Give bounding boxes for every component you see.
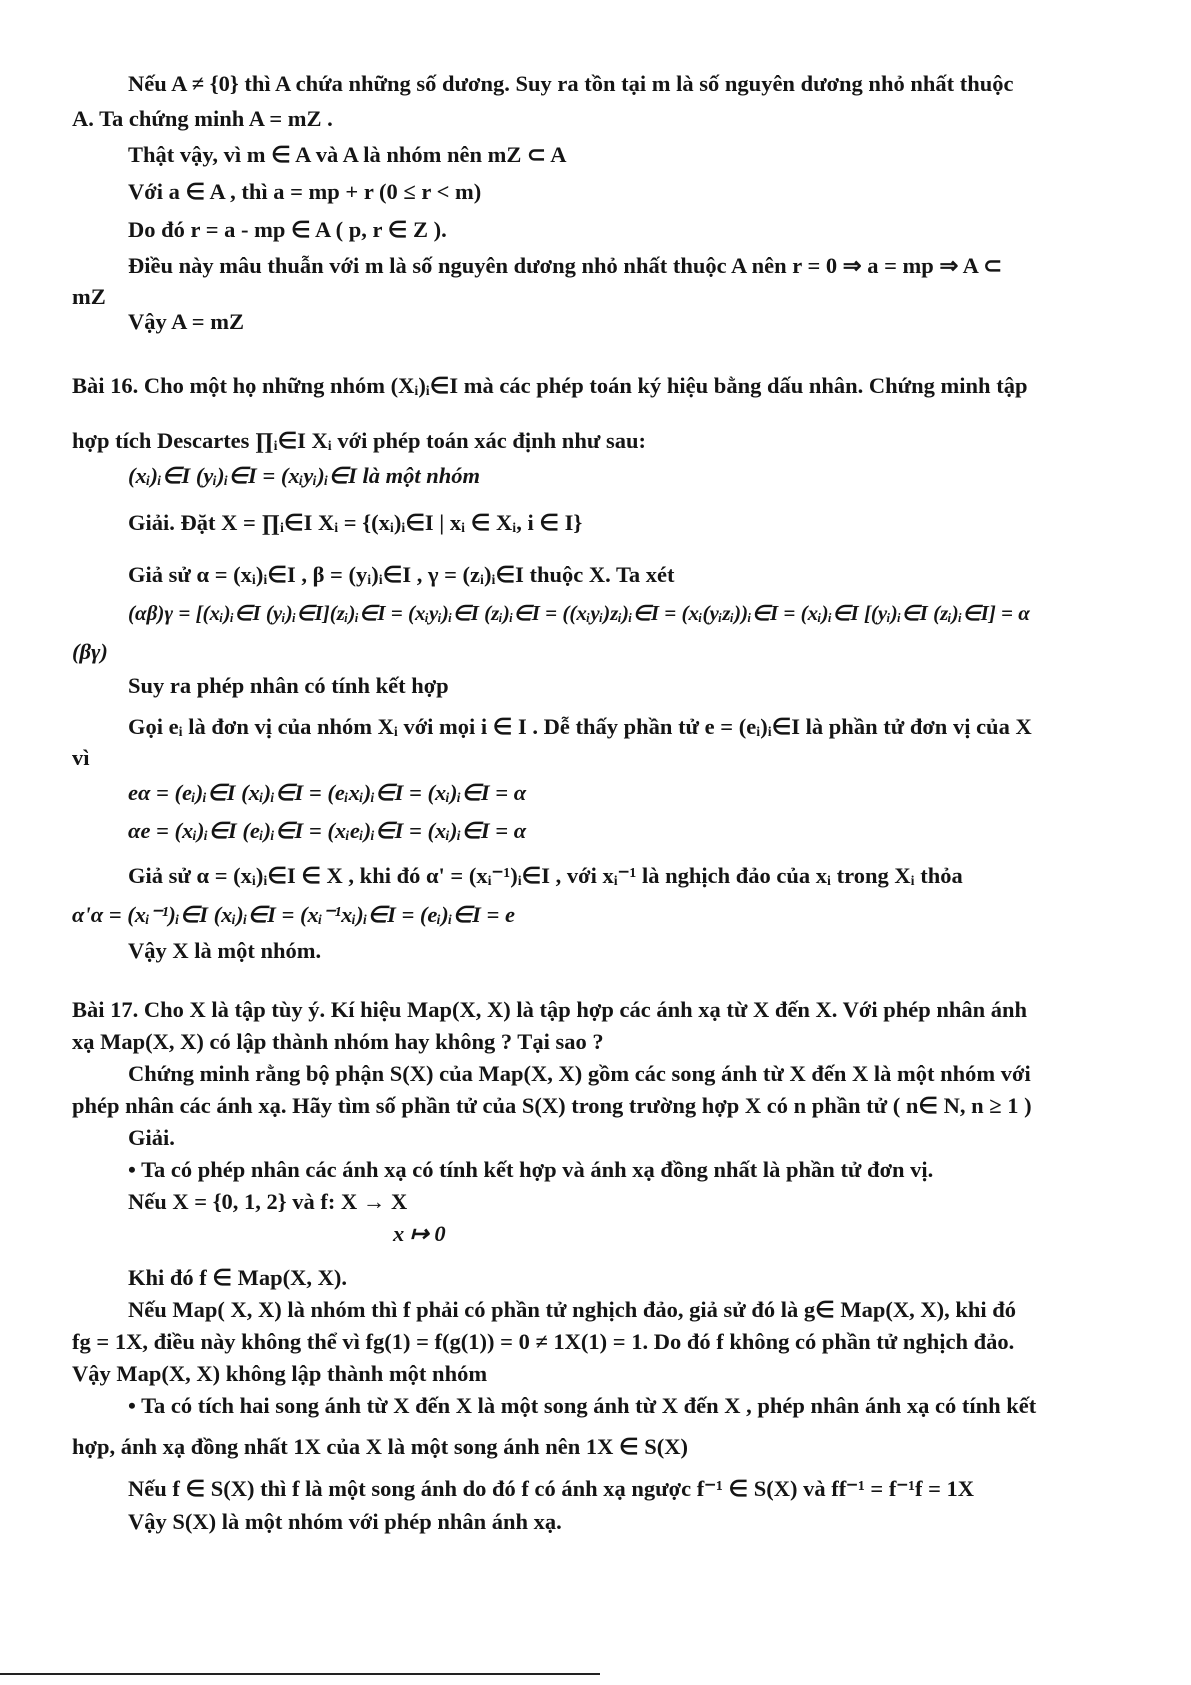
solution-heading (128, 507, 1141, 539)
solution-heading: Giải. (128, 1125, 175, 1150)
text-line: Suy ra phép nhân có tính kết hợp (128, 673, 449, 698)
text-line: Với a ∈ A , thì a = mp + r (0 ≤ r < m) (128, 179, 482, 204)
exercise-17-heading (72, 994, 1141, 1026)
footer-rule (0, 1673, 600, 1675)
text-line: fg = 1X, điều này không thể vì fg(1) = f(g(1)) = 0 ≠ 1X(1) = 1. Do đó f không có phần tử nghịch đảo. (72, 1329, 1015, 1354)
text-line: Gọi eᵢ là đơn vị của nhóm Xᵢ với mọi i ∈ I . Dễ thấy phần tử e = (eᵢ)ᵢ∈I là phần tử đơn vị của X (128, 714, 1032, 739)
text-line: vì (72, 745, 90, 770)
text-line: Giả sử α = (xᵢ)ᵢ∈I , β = (yᵢ)ᵢ∈I , γ = (zᵢ)ᵢ∈I thuộc X. Ta xét (128, 562, 675, 587)
exercise-text: Cho một họ những nhóm (Xᵢ)ᵢ∈I mà các phép toán ký hiệu bằng dấu nhân. Chứng minh tập (138, 373, 1028, 398)
math-line: αe = (xᵢ)ᵢ∈I (eᵢ)ᵢ∈I = (xᵢeᵢ)ᵢ∈I = (xᵢ)ᵢ∈I = α (128, 818, 527, 843)
text-line: mZ (72, 284, 106, 309)
text-line: Khi đó f ∈ Map(X, X). (128, 1265, 347, 1290)
text-line: Giả sử α = (xᵢ)ᵢ∈I ∈ X , khi đó α' = (xᵢ⁻¹)ᵢ∈I , với xᵢ⁻¹ là nghịch đảo của xᵢ trong Xᵢ thỏa (128, 863, 963, 888)
text-line: Vậy Map(X, X) không lập thành một nhóm (72, 1361, 488, 1386)
math-line: (βγ) (72, 639, 108, 664)
text-line: Điều này mâu thuẫn với m là số nguyên dương nhỏ nhất thuộc A nên r = 0 ⇒ a = mp ⇒ A ⊂ (128, 253, 1003, 278)
text-line: Vậy X là một nhóm. (128, 938, 322, 963)
text-line: Nếu X = {0, 1, 2} và f: X → X (128, 1189, 408, 1214)
solution-label: Giải. (128, 510, 175, 535)
exercise-16-heading (72, 370, 1141, 402)
math-line: eα = (eᵢ)ᵢ∈I (xᵢ)ᵢ∈I = (eᵢxᵢ)ᵢ∈I = (xᵢ)ᵢ∈I = α (128, 780, 527, 805)
math-line: x ↦ 0 (393, 1221, 446, 1246)
text-line: xạ Map(X, X) có lập thành nhóm hay không ? Tại sao ? (72, 1029, 604, 1054)
text-line: Vậy A = mZ (128, 309, 244, 334)
text-line: Nếu Map( X, X) là nhóm thì f phải có phần tử nghịch đảo, giả sử đó là g∈ Map(X, X), khi đó (128, 1297, 1016, 1322)
text-line: Chứng minh rằng bộ phận S(X) của Map(X, X) gồm các song ánh từ X đến X là một nhóm với (128, 1061, 1031, 1086)
text-line: • Ta có phép nhân các ánh xạ có tính kết hợp và ánh xạ đồng nhất là phần tử đơn vị. (128, 1157, 934, 1182)
text-line: hợp tích Descartes ∏ᵢ∈I Xᵢ với phép toán xác định như sau: (72, 428, 646, 453)
text-line: phép nhân các ánh xạ. Hãy tìm số phần tử của S(X) trong trường hợp X có n phần tử ( n∈ N, n ≥ 1 ) (72, 1093, 1032, 1118)
text-line: Vậy S(X) là một nhóm với phép nhân ánh xạ. (128, 1509, 562, 1534)
text-line: • Ta có tích hai song ánh từ X đến X là một song ánh từ X đến X , phép nhân ánh xạ có tính kết (128, 1393, 1037, 1418)
text-line: Do đó r = a - mp ∈ A ( p, r ∈ Z ). (128, 217, 447, 242)
exercise-label: Bài 17. (72, 997, 139, 1022)
exercise-label: Bài 16. (72, 373, 139, 398)
text-line: Nếu A ≠ {0} thì A chứa những số dương. Suy ra tồn tại m là số nguyên dương nhỏ nhất thuộc (128, 71, 1014, 96)
math-line: (αβ)γ = [(xᵢ)ᵢ∈I (yᵢ)ᵢ∈I](zᵢ)ᵢ∈I = (xᵢyᵢ)ᵢ∈I (zᵢ)ᵢ∈I = ((xᵢyᵢ)zᵢ)ᵢ∈I = (xᵢ(yᵢzᵢ))ᵢ∈I = (xᵢ)ᵢ∈I [(yᵢ)ᵢ∈I (zᵢ)ᵢ∈I] = α (128, 601, 1030, 625)
text-line: hợp, ánh xạ đồng nhất 1X của X là một song ánh nên 1X ∈ S(X) (72, 1434, 688, 1459)
text-line: Nếu f ∈ S(X) thì f là một song ánh do đó f có ánh xạ ngược f⁻¹ ∈ S(X) và ff⁻¹ = f⁻¹f = 1X (128, 1476, 975, 1501)
math-line: α'α = (xᵢ⁻¹)ᵢ∈I (xᵢ)ᵢ∈I = (xᵢ⁻¹xᵢ)ᵢ∈I = (eᵢ)ᵢ∈I = e (72, 902, 515, 927)
text-line: Thật vậy, vì m ∈ A và A là nhóm nên mZ ⊂ A (128, 142, 567, 167)
math-line: (xᵢ)ᵢ∈I (yᵢ)ᵢ∈I = (xᵢyᵢ)ᵢ∈I là một nhóm (128, 463, 481, 488)
solution-text: Đặt X = ∏ᵢ∈I Xᵢ = {(xᵢ)ᵢ∈I | xᵢ ∈ Xᵢ, i ∈ I} (174, 510, 583, 535)
text-line: A. Ta chứng minh A = mZ . (72, 106, 333, 131)
exercise-text: Cho X là tập tùy ý. Kí hiệu Map(X, X) là tập hợp các ánh xạ từ X đến X. Với phép nhân ánh (138, 997, 1028, 1022)
